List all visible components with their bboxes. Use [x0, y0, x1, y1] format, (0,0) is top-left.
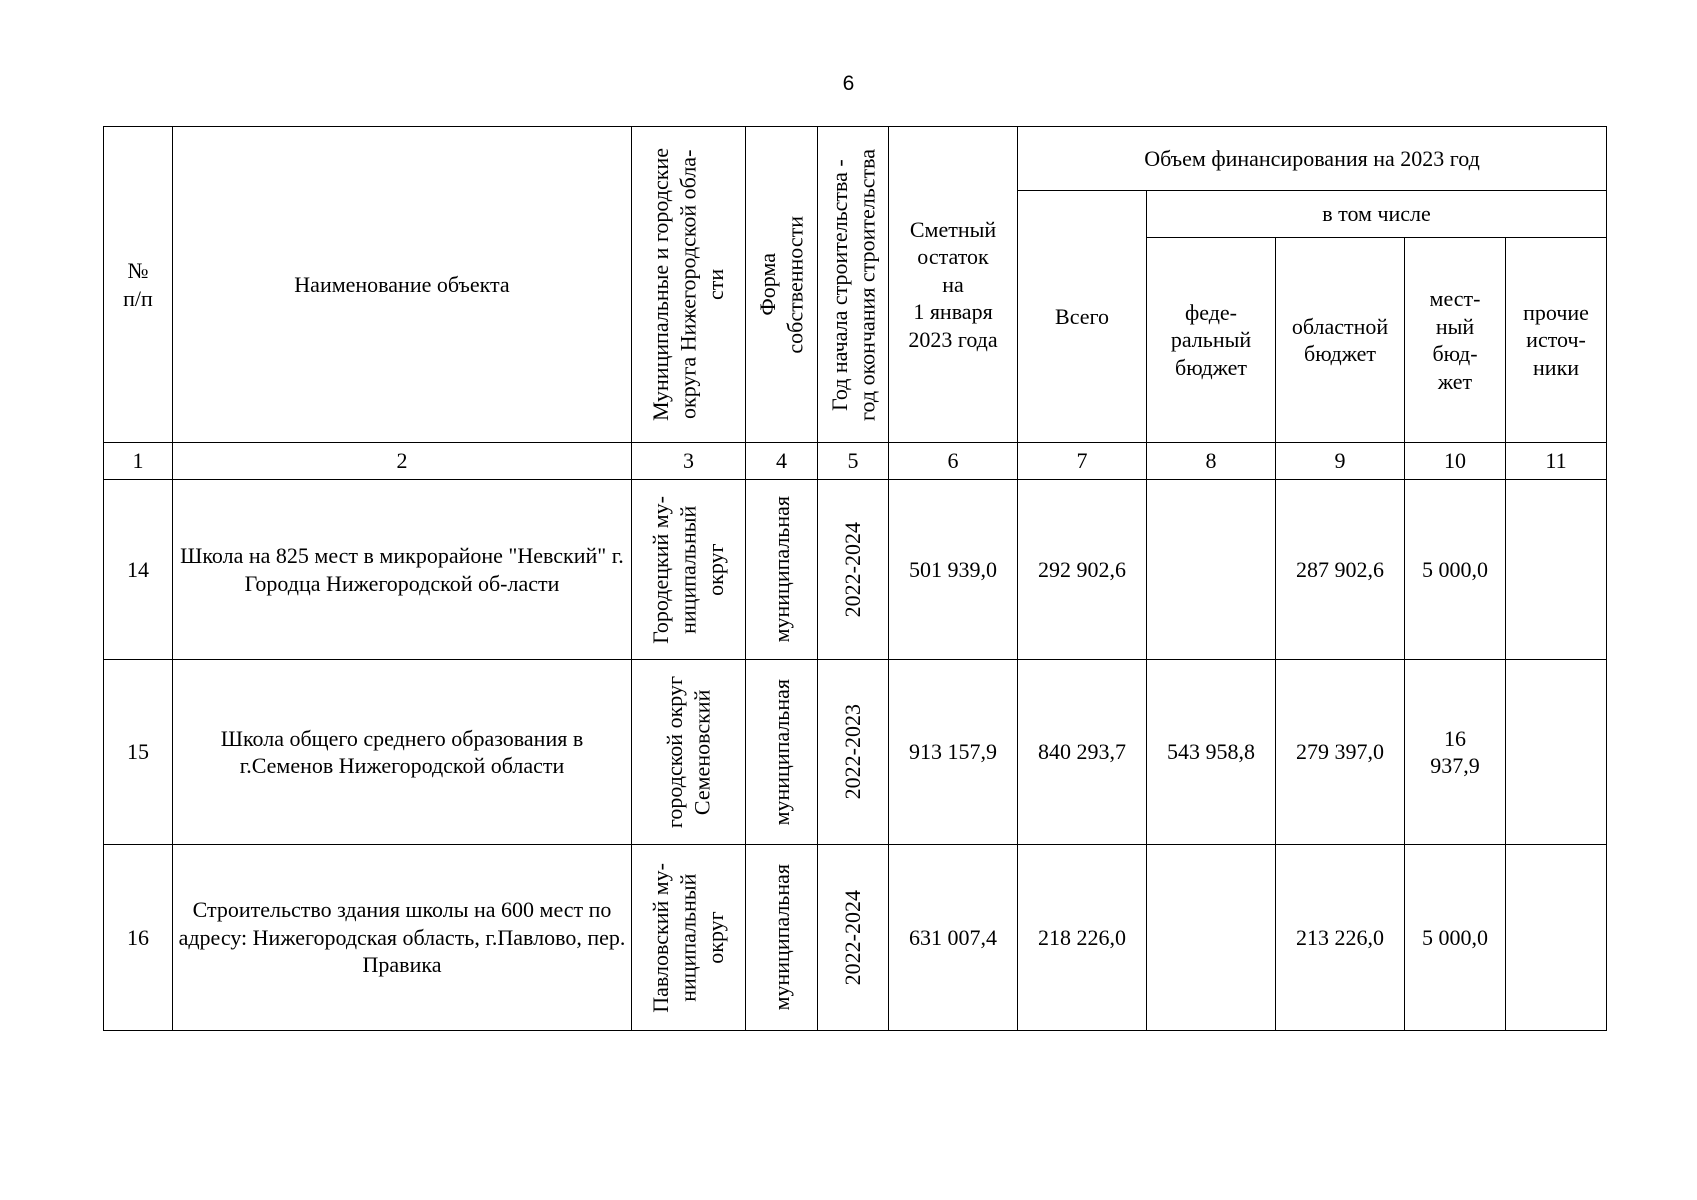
row-no: 15	[104, 660, 173, 845]
column-number: 11	[1506, 443, 1607, 480]
row-other	[1506, 660, 1607, 845]
row-estimate: 913 157,9	[889, 660, 1018, 845]
row-estimate: 631 007,4	[889, 845, 1018, 1031]
row-name: Школа на 825 мест в микрорайоне "Невский" г. Городца Нижегородской об-ласти	[173, 480, 632, 660]
table-row	[104, 845, 1607, 1031]
row-other	[1506, 845, 1607, 1031]
column-number: 3	[632, 443, 746, 480]
row-years: 2022-2023	[818, 660, 889, 845]
table-row	[104, 480, 1607, 660]
row-municipality: Павловский му- ниципальный округ	[632, 845, 746, 1031]
header-name: Наименование объекта	[173, 127, 632, 443]
row-total: 292 902,6	[1018, 480, 1147, 660]
column-number: 8	[1147, 443, 1276, 480]
header-total: Всего	[1018, 191, 1147, 443]
row-years: 2022-2024	[818, 480, 889, 660]
row-federal	[1147, 480, 1276, 660]
header-no: № п/п	[104, 127, 173, 443]
column-number: 1	[104, 443, 173, 480]
row-regional: 279 397,0	[1276, 660, 1405, 845]
row-federal: 543 958,8	[1147, 660, 1276, 845]
column-number: 9	[1276, 443, 1405, 480]
column-number: 7	[1018, 443, 1147, 480]
column-number: 10	[1405, 443, 1506, 480]
row-federal	[1147, 845, 1276, 1031]
page-number: 6	[842, 72, 855, 95]
row-ownership: муниципальная	[746, 660, 818, 845]
header-including: в том числе	[1147, 191, 1607, 238]
row-estimate: 501 939,0	[889, 480, 1018, 660]
column-number: 2	[173, 443, 632, 480]
header-financing: Объем финансирования на 2023 год	[1018, 127, 1607, 191]
financing-table	[103, 126, 1607, 1031]
row-regional: 213 226,0	[1276, 845, 1405, 1031]
column-number: 4	[746, 443, 818, 480]
row-no: 16	[104, 845, 173, 1031]
header-years: Год начала строительства - год окончания строительства	[818, 127, 889, 443]
header-regional: областной бюджет	[1276, 238, 1405, 443]
row-no: 14	[104, 480, 173, 660]
header-local: мест- ный бюд- жет	[1405, 238, 1506, 443]
row-name: Школа общего среднего образования в г.Семенов Нижегородской области	[173, 660, 632, 845]
header-municipality: Муниципальные и городские округа Нижегородской обла- сти	[632, 127, 746, 443]
table-row	[104, 660, 1607, 845]
row-local: 16 937,9	[1405, 660, 1506, 845]
row-local: 5 000,0	[1405, 845, 1506, 1031]
column-number: 6	[889, 443, 1018, 480]
row-local: 5 000,0	[1405, 480, 1506, 660]
row-municipality: городской округ Семеновский	[632, 660, 746, 845]
header-ownership: Форма собственности	[746, 127, 818, 443]
header-estimate: Сметный остаток на 1 января 2023 года	[889, 127, 1018, 443]
column-number: 5	[818, 443, 889, 480]
row-other	[1506, 480, 1607, 660]
row-municipality: Городецкий му- ниципальный округ	[632, 480, 746, 660]
column-numbers-row	[104, 443, 1607, 480]
row-ownership: муниципальная	[746, 845, 818, 1031]
header-federal: феде- ральный бюджет	[1147, 238, 1276, 443]
header-other: прочие источ- ники	[1506, 238, 1607, 443]
row-ownership: муниципальная	[746, 480, 818, 660]
row-years: 2022-2024	[818, 845, 889, 1031]
row-total: 840 293,7	[1018, 660, 1147, 845]
row-regional: 287 902,6	[1276, 480, 1405, 660]
row-name: Строительство здания школы на 600 мест по адресу: Нижегородская область, г.Павлово, пер. Правика	[173, 845, 632, 1031]
row-total: 218 226,0	[1018, 845, 1147, 1031]
